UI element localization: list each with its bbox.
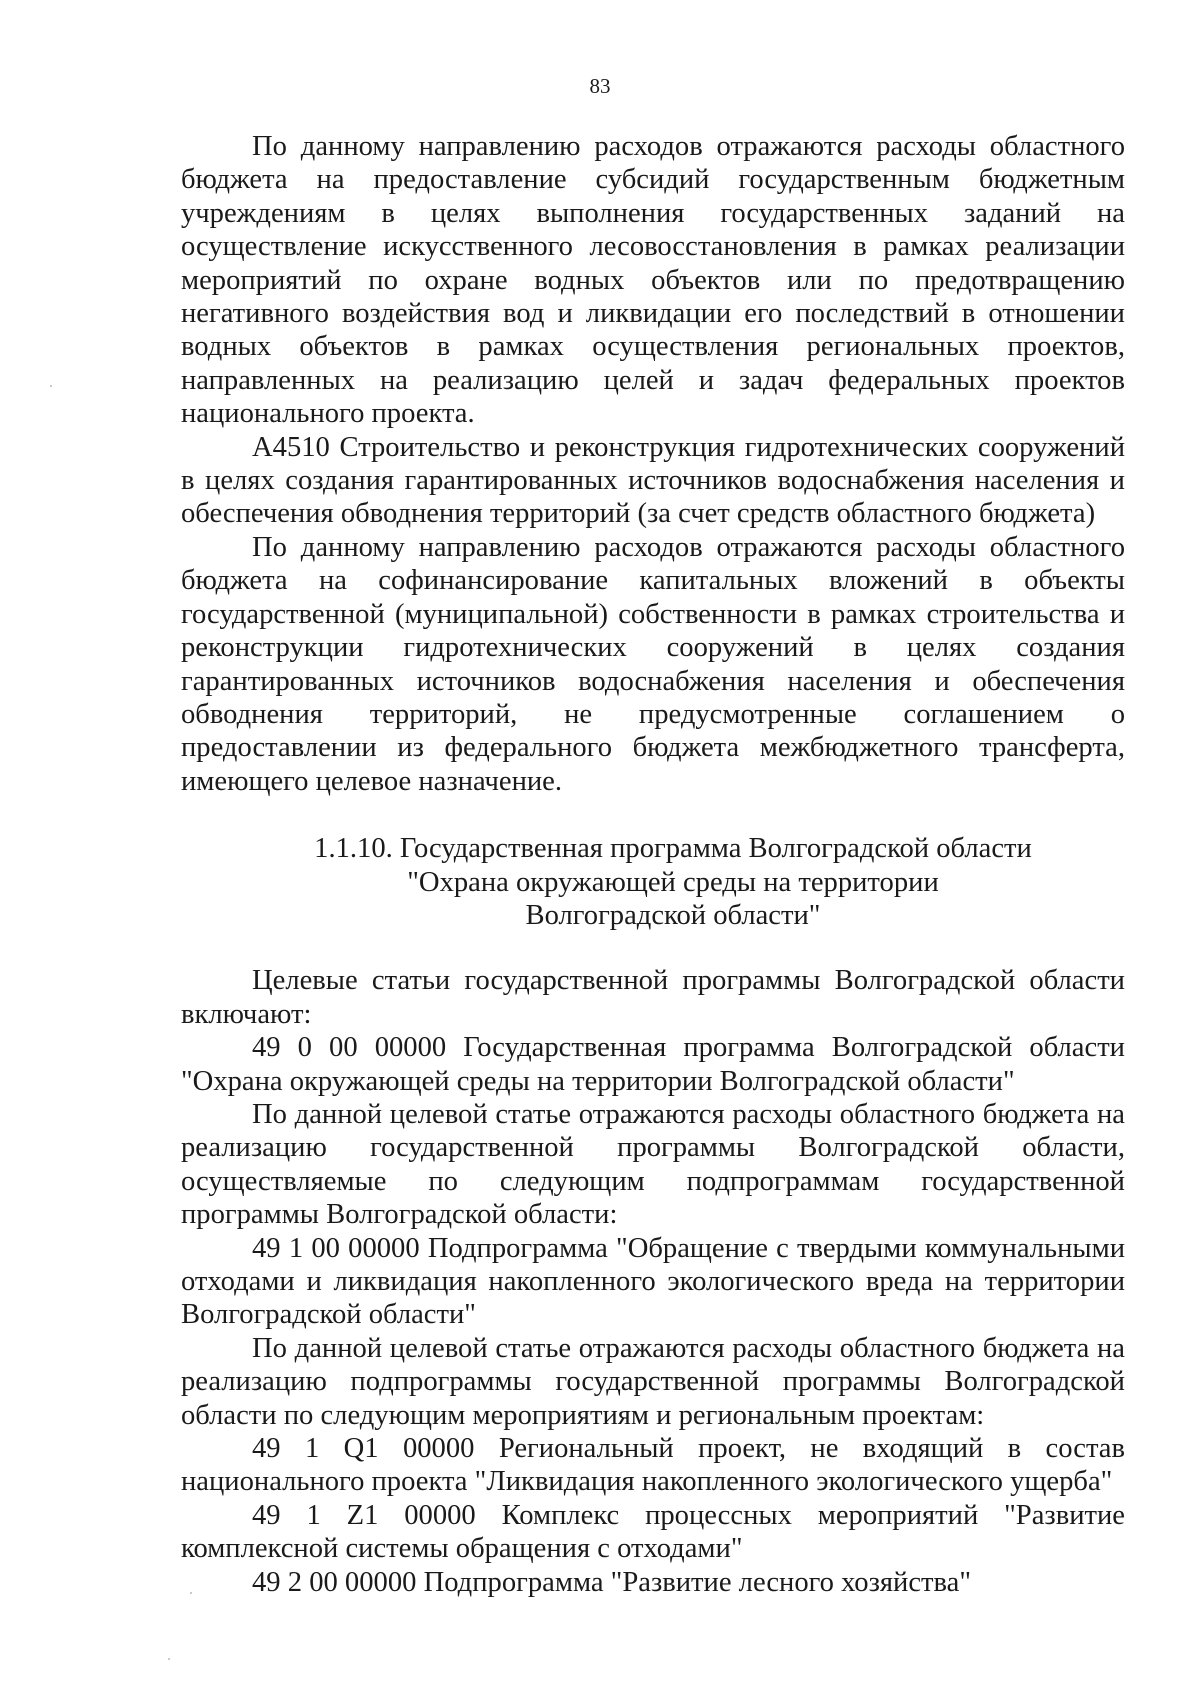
section-heading	[181, 832, 1125, 932]
paragraph-a4510-title: А4510 Строительство и реконструкция гидротехнических сооружений в целях создания гарантированных источников водоснабжения населения и обеспечения обводнения территорий (за счет средств областного бюджета)	[181, 431, 1125, 530]
paragraph-article-49-1-q1: 49 1 Q1 00000 Региональный проект, не входящий в состав национального проекта "Ликвидация накопленного экологического ущерба"	[181, 1433, 1125, 1498]
paragraph-article-49-2: 49 2 00 00000 Подпрограмма "Развитие лесного хозяйства"	[252, 1566, 972, 1598]
section-heading-line-1: 1.1.10. Государственная программа Волгоградской области	[314, 833, 1032, 865]
paragraph-article-49-0-description: По данной целевой статье отражаются расходы областного бюджета на реализацию государственной программы Волгоградской области, осуществляемые по следующим подпрограммам государственной программы Волгоградской области:	[181, 1098, 1125, 1231]
spacer	[181, 798, 1125, 832]
section-heading-line-2: "Охрана окружающей среды на территории	[407, 866, 939, 898]
paragraph-expense-direction-reforestation: По данному направлению расходов отражаются расходы областного бюджета на предоставление субсидий государственным бюджетным учреждениям в целях выполнения государственных заданий на осуществление искусственного лесовосстановления в рамках реализации мероприятий по охране водных объектов или по предотвращению негативного воздействия вод и ликвидации его последствий в отношении водных объектов в рамках осуществления региональных проектов, направленных на реализацию целей и задач федеральных проектов национального проекта.	[181, 131, 1125, 430]
section-heading-line-3: Волгоградской области"	[525, 899, 821, 931]
scan-speck	[50, 385, 52, 387]
paragraph-article-49-0: 49 0 00 00000 Государственная программа Волгоградской области "Охрана окружающей среды на территории Волгоградской области"	[181, 1032, 1125, 1097]
page-number: 83	[589, 74, 611, 98]
paragraph-target-articles-intro: Целевые статьи государственной программы Волгоградской области включают:	[181, 965, 1125, 1030]
document-body	[181, 130, 1125, 1599]
scan-speck	[168, 1658, 170, 1660]
paragraph-expense-direction-hydro: По данному направлению расходов отражаются расходы областного бюджета на софинансирование капитальных вложений в объекты государственной (муниципальной) собственности в рамках строительства и реконструкции гидротехнических сооружений в целях создания гарантированных источников водоснабжения населения и обеспечения обводнения территорий, не предусмотренные соглашением о предоставлении из федерального бюджета межбюджетного трансферта, имеющего целевое назначение.	[181, 531, 1125, 797]
spacer	[181, 932, 1125, 964]
paragraph-article-49-1-description: По данной целевой статье отражаются расходы областного бюджета на реализацию подпрограммы государственной программы Волгоградской области по следующим мероприятиям и региональным проектам:	[181, 1332, 1125, 1431]
scan-speck	[190, 1592, 192, 1594]
paragraph-article-49-1: 49 1 00 00000 Подпрограмма "Обращение с твердыми коммунальными отходами и ликвидация накопленного экологического вреда на территории Волгоградской области"	[181, 1232, 1125, 1331]
paragraph-article-49-1-z1: 49 1 Z1 00000 Комплекс процессных мероприятий "Развитие комплексной системы обращения с отходами"	[181, 1499, 1125, 1565]
